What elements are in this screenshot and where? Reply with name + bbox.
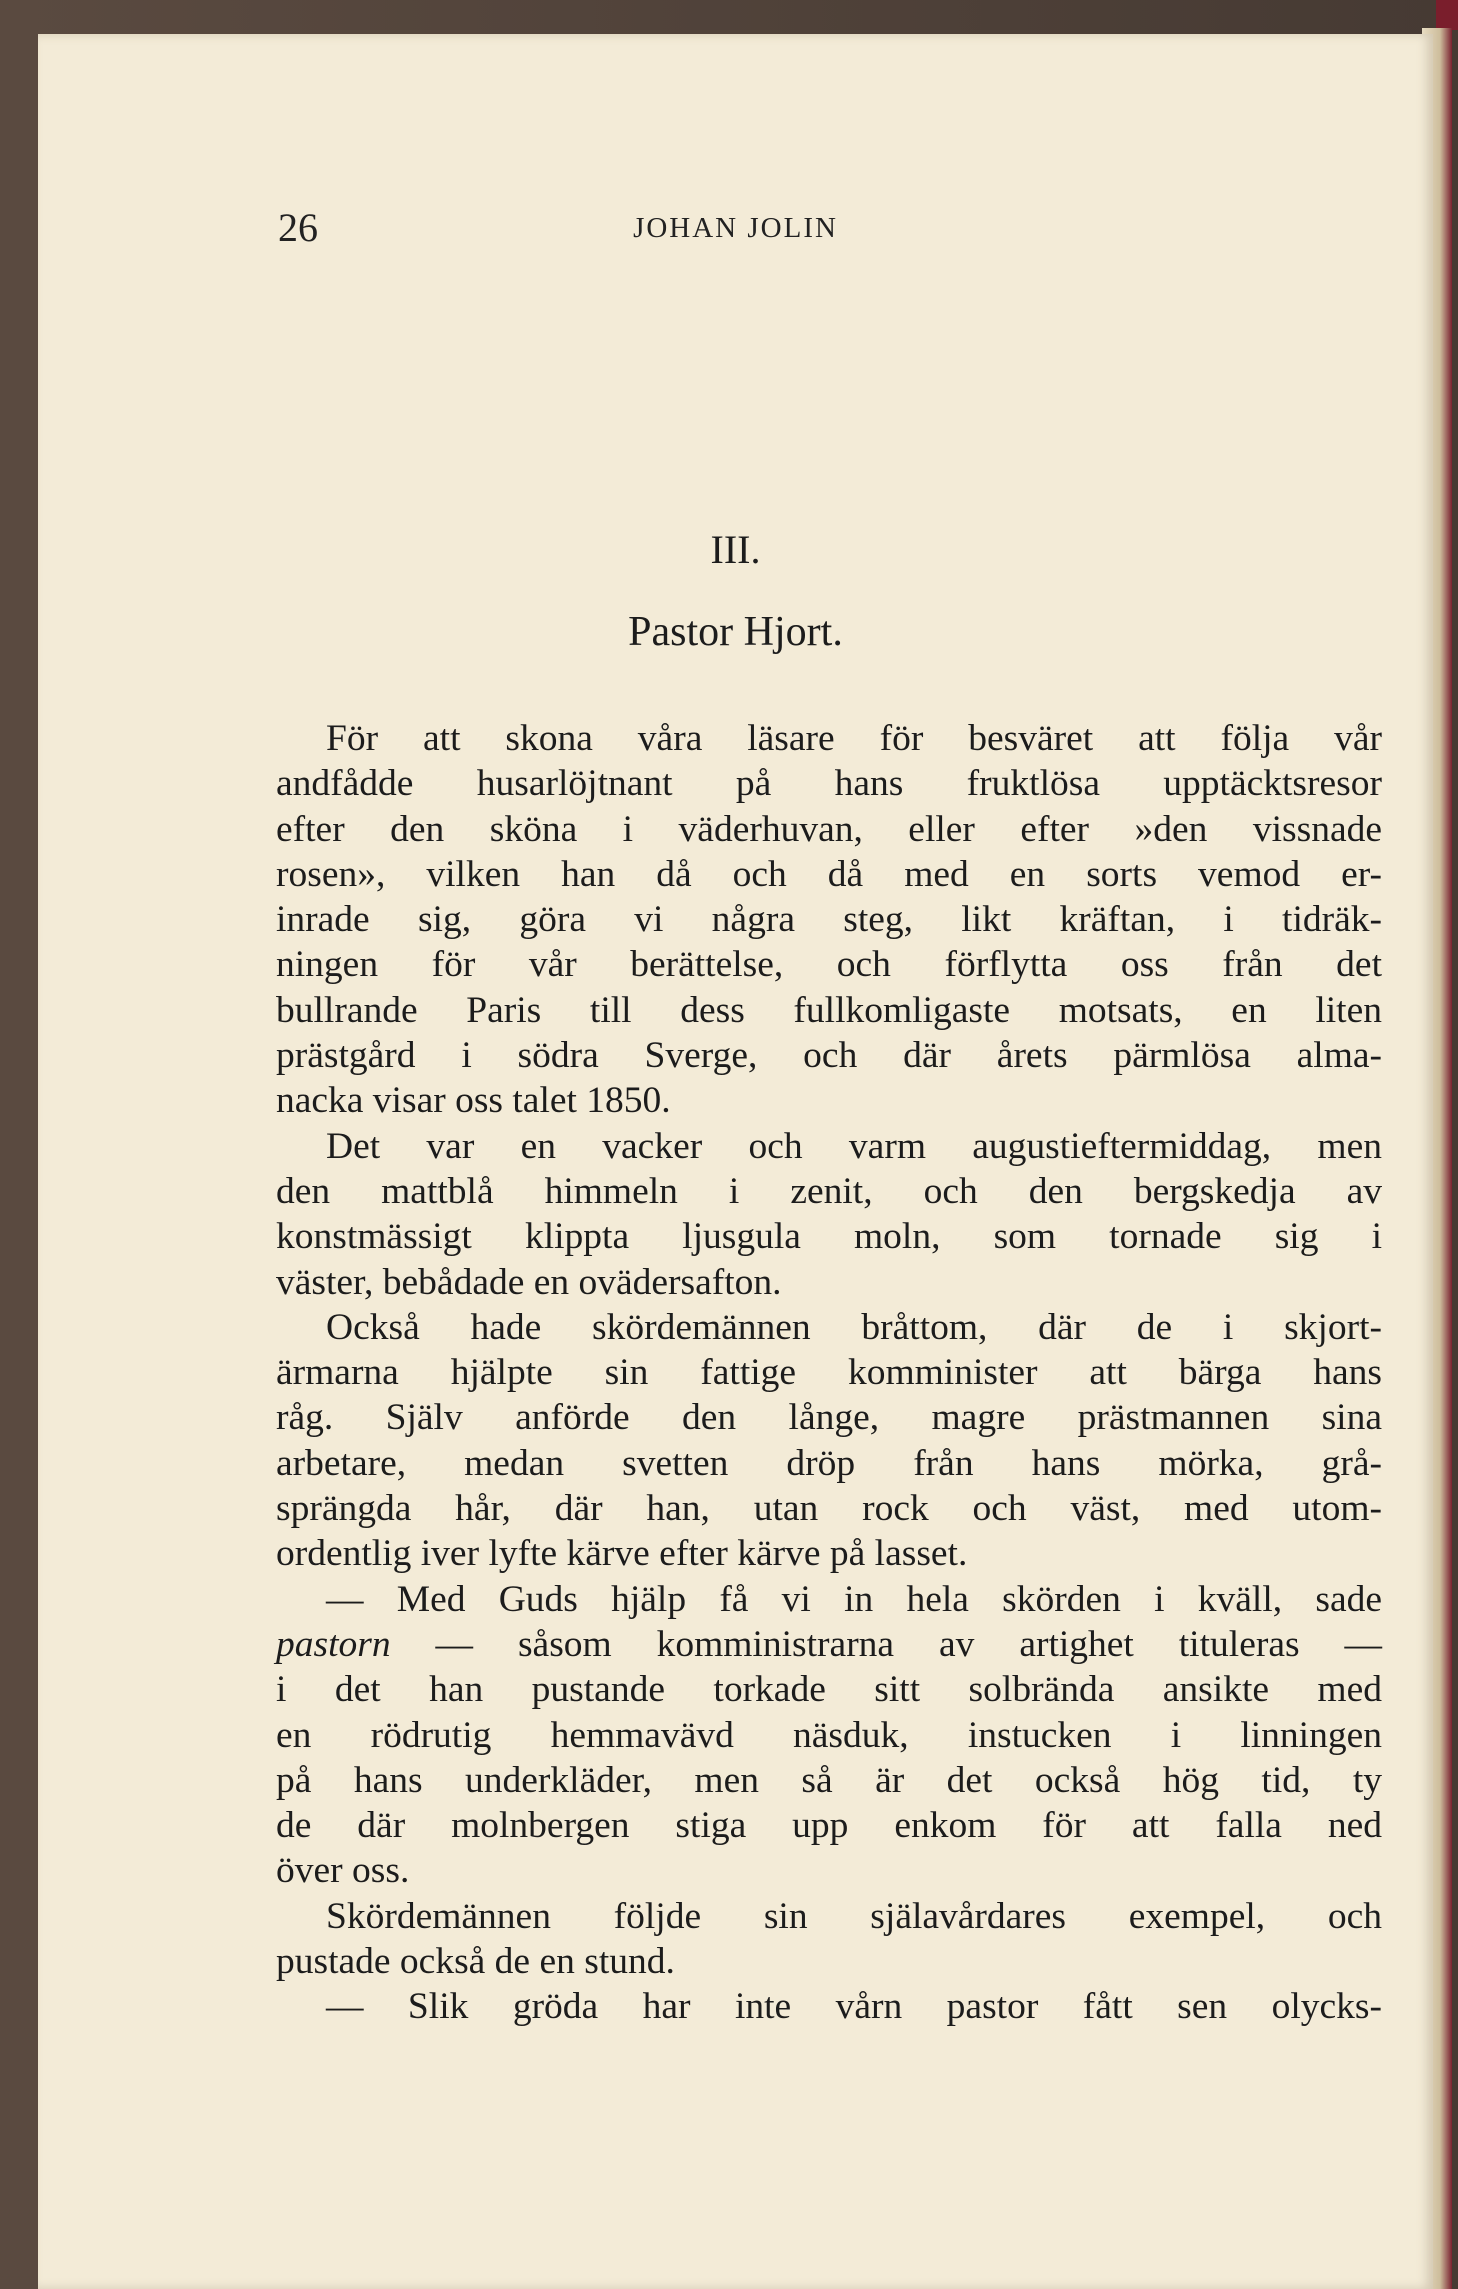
text-line: över oss. (276, 1850, 410, 1892)
italic-word: pastorn (276, 1623, 391, 1665)
text-line: För att skona våra läsare för besväret att följa vår (326, 718, 1382, 759)
text-line: efter den sköna i väderhuvan, eller efter »den vissnade (276, 808, 1382, 850)
text-line: den mattblå himmeln i zenit, och den bergskedja av (276, 1170, 1382, 1212)
book-page (38, 34, 1433, 2289)
text-line: nacka visar oss talet 1850. (276, 1080, 671, 1122)
text-line: pustade också de en stund. (276, 1941, 675, 1983)
text-line: Det var en vacker och varm augustieftermiddag, men (326, 1125, 1382, 1167)
text-line: konstmässigt klippta ljusgula moln, som tornade sig i (276, 1216, 1382, 1258)
text-line: rosen», vilken han då och då med en sorts vemod er- (276, 853, 1382, 895)
running-head: JOHAN JOLIN (633, 212, 838, 244)
chapter-number: III. (710, 527, 761, 572)
text-line: väster, bebådade en ovädersafton. (276, 1261, 782, 1303)
page-number: 26 (278, 205, 318, 250)
text-line (276, 1622, 1382, 1667)
text-line: ärmarna hjälpte sin fattige komminister att bärga hans (276, 1352, 1382, 1394)
body-text (276, 716, 1382, 2030)
text-line: ningen för vår berättelse, och förflytta oss från det (276, 944, 1382, 986)
chapter-title: Pastor Hjort. (628, 609, 843, 655)
text-line: på hans underkläder, men så är det också hög tid, ty (276, 1759, 1382, 1801)
text-line: sprängda hår, där han, utan rock och väst, med utom- (276, 1488, 1382, 1530)
text-line: inrade sig, göra vi några steg, likt kräftan, i tidräk- (276, 899, 1382, 941)
text-line: — Med Guds hjälp få vi in hela skörden i kväll, sade (326, 1578, 1382, 1620)
text-line: i det han pustande torkade sitt solbrända ansikte med (276, 1669, 1382, 1711)
book-spine-edge (1436, 0, 1458, 30)
text-line: råg. Själv anförde den långe, magre prästmannen sina (276, 1397, 1382, 1439)
text-line: Skördemännen följde sin själavårdares exempel, och (326, 1895, 1382, 1937)
text-fragment: — såsom komministrarna av artighet tituleras — (435, 1623, 1382, 1665)
text-line: de där molnbergen stiga upp enkom för att falla ned (276, 1805, 1382, 1847)
text-line: — Slik gröda har inte vårn pastor fått sen olycks- (326, 1986, 1382, 2028)
text-line: Också hade skördemännen bråttom, där de i skjort- (326, 1306, 1382, 1348)
text-line: bullrande Paris till dess fullkomligaste motsats, en liten (276, 989, 1382, 1031)
text-line: prästgård i södra Sverge, och där årets pärmlösa alma- (276, 1035, 1382, 1077)
text-line: ordentlig iver lyfte kärve efter kärve på lasset. (276, 1533, 968, 1575)
page-header (38, 204, 1433, 254)
text-line: andfådde husarlöjtnant på hans fruktlösa upptäcktsresor (276, 763, 1382, 805)
text-line: en rödrutig hemmavävd näsduk, instucken i linningen (276, 1714, 1382, 1756)
text-line: arbetare, medan svetten dröp från hans mörka, grå- (276, 1442, 1382, 1484)
